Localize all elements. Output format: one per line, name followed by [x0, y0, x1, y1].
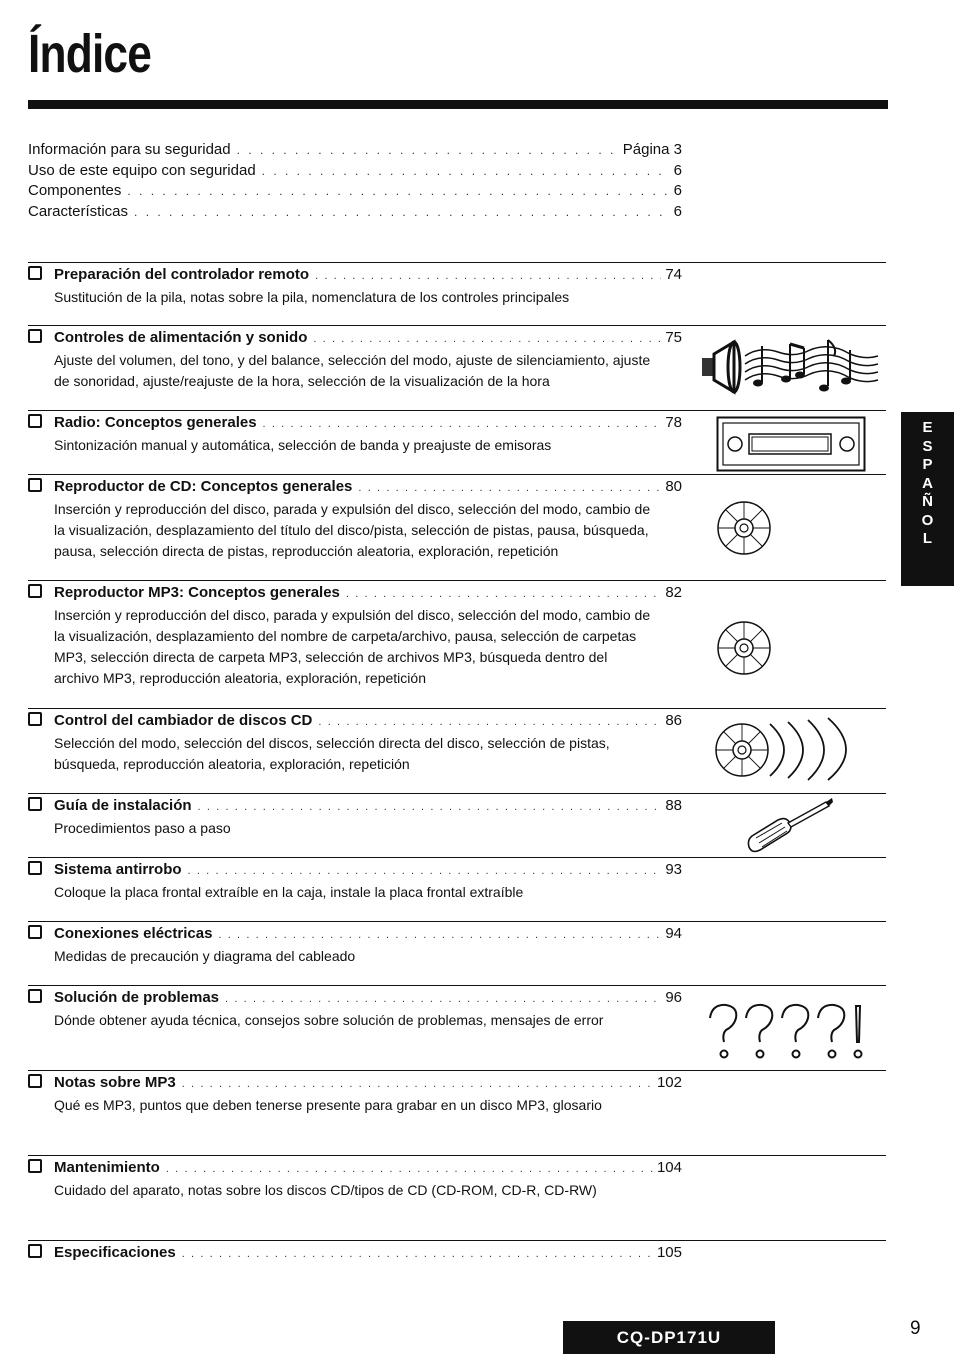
screwdriver-icon [746, 796, 834, 854]
toc-section[interactable] [28, 477, 682, 562]
toc-section[interactable] [28, 860, 682, 903]
checkbox-icon [28, 1244, 42, 1258]
leader-dots [218, 925, 661, 945]
section-divider [28, 1155, 886, 1156]
radio-unit-icon [716, 416, 866, 472]
section-title: Especificaciones [54, 1244, 176, 1261]
toc-section[interactable] [28, 796, 682, 839]
section-divider [28, 1240, 886, 1241]
leader-dots [237, 140, 619, 161]
section-title: Solución de problemas [54, 989, 220, 1006]
side-tab-letter: P [922, 456, 933, 473]
section-description: Medidas de precaución y diagrama del cableado [54, 948, 356, 964]
leader-dots [318, 712, 661, 732]
section-title: Notas sobre MP3 [54, 1074, 176, 1091]
leader-dots [225, 989, 661, 1009]
language-side-tab [901, 412, 954, 586]
toc-section[interactable] [28, 1073, 682, 1116]
section-page: 94 [665, 925, 682, 942]
section-page: 104 [656, 1159, 682, 1176]
intro-item[interactable] [28, 181, 682, 202]
intro-item[interactable] [28, 140, 682, 161]
section-divider [28, 1070, 886, 1071]
leader-dots [127, 181, 669, 202]
section-divider [28, 580, 886, 581]
section-divider [28, 325, 886, 326]
checkbox-icon [28, 266, 42, 280]
toc-section[interactable] [28, 1158, 682, 1201]
intro-item-label: Características [28, 202, 129, 220]
checkbox-icon [28, 861, 42, 875]
side-tab-letter: Ñ [922, 493, 933, 510]
checkbox-icon [28, 414, 42, 428]
section-title: Reproductor MP3: Conceptos generales [54, 584, 340, 601]
leader-dots [166, 1159, 653, 1179]
leader-dots [358, 478, 661, 498]
section-page: 78 [665, 414, 682, 431]
section-divider [28, 474, 886, 475]
section-title: Mantenimiento [54, 1159, 160, 1176]
section-title: Controles de alimentación y sonido [54, 329, 308, 346]
intro-list [28, 140, 682, 222]
intro-item-page: 6 [673, 182, 682, 199]
section-description: Ajuste del volumen, del tono, y del balance, selección del modo, ajuste de silenciamiento, ajuste de sonoridad, ajuste/reajuste de la hora, selección de la visualización de la hora [54, 352, 651, 389]
intro-item-label: Componentes [28, 182, 122, 199]
checkbox-icon [28, 1159, 42, 1173]
section-description: Sintonización manual y automática, selección de banda y preajuste de emisoras [54, 437, 552, 453]
leader-dots [346, 584, 661, 604]
toc-section[interactable] [28, 265, 682, 308]
toc-section[interactable] [28, 924, 682, 967]
section-page: 74 [665, 266, 682, 283]
section-title: Preparación del controlador remoto [54, 266, 310, 283]
section-title: Guía de instalación [54, 797, 192, 814]
leader-dots [198, 797, 662, 817]
intro-item[interactable] [28, 161, 682, 182]
section-description: Sustitución de la pila, notas sobre la pila, nomenclatura de los controles principales [54, 289, 570, 305]
checkbox-icon [28, 712, 42, 726]
checkbox-icon [28, 989, 42, 1003]
speaker-music-icon [700, 336, 880, 398]
section-title: Sistema antirrobo [54, 861, 182, 878]
intro-item-page: Página 3 [622, 141, 682, 158]
section-description: Coloque la placa frontal extraíble en la caja, instale la placa frontal extraíble [54, 884, 524, 900]
checkbox-icon [28, 584, 42, 598]
section-page: 96 [665, 989, 682, 1006]
intro-item-label: Información para su seguridad [28, 141, 231, 158]
section-title: Conexiones eléctricas [54, 925, 213, 942]
disc-changer-icon [714, 716, 866, 782]
section-page: 102 [656, 1074, 682, 1091]
section-divider [28, 410, 886, 411]
section-title: Radio: Conceptos generales [54, 414, 257, 431]
leader-dots [313, 329, 661, 349]
section-title: Reproductor de CD: Conceptos generales [54, 478, 353, 495]
cd-disc-icon [716, 500, 772, 556]
section-divider [28, 857, 886, 858]
checkbox-icon [28, 329, 42, 343]
toc-section[interactable] [28, 583, 682, 689]
intro-item-label: Uso de este equipo con seguridad [28, 161, 256, 179]
intro-item-page: 6 [673, 202, 682, 220]
section-page: 82 [665, 584, 682, 601]
side-tab-letter: S [922, 437, 933, 455]
toc-section[interactable] [28, 328, 682, 392]
intro-item[interactable] [28, 202, 682, 223]
section-page: 80 [665, 478, 682, 495]
side-tab-letter: A [922, 474, 933, 492]
checkbox-icon [28, 478, 42, 492]
checkbox-icon [28, 1074, 42, 1088]
toc-section[interactable] [28, 711, 682, 775]
section-divider [28, 985, 886, 986]
leader-dots [182, 1244, 653, 1264]
section-description: Qué es MP3, puntos que deben tenerse presente para grabar en un disco MP3, glosario [54, 1097, 602, 1113]
section-description: Selección del modo, selección del discos, selección directa del disco, selección de pistas, búsqueda, reproducción aleatoria, exploración, repetición [54, 735, 610, 772]
section-page: 88 [665, 797, 682, 814]
title-rule [28, 100, 888, 109]
leader-dots [263, 414, 662, 434]
leader-dots [134, 202, 670, 223]
side-tab-letter: E [922, 419, 933, 436]
mp3-disc-icon [716, 620, 772, 676]
section-divider [28, 793, 886, 794]
toc-section[interactable] [28, 988, 682, 1031]
section-description: Inserción y reproducción del disco, parada y expulsión del disco, selección del modo, cambio de la visualización, desplazamiento del nombre de carpeta/archivo, pausa, selección de carpetas MP3, selección directa de carpeta MP3, selección de archivos MP3, búsqueda dentro del archivo MP3, reproducción aleatoria, exploración, repetición [54, 607, 651, 686]
toc-section[interactable] [28, 413, 682, 456]
side-tab-letter: O [921, 511, 934, 529]
toc-section[interactable] [28, 1243, 682, 1264]
section-divider [28, 921, 886, 922]
checkbox-icon [28, 925, 42, 939]
side-tab-letter: L [922, 530, 933, 547]
leader-dots [182, 1074, 653, 1094]
section-divider [28, 708, 886, 709]
model-label: CQ-DP171U [563, 1321, 775, 1354]
leader-dots [315, 266, 661, 286]
section-page: 86 [665, 712, 682, 729]
leader-dots [262, 161, 670, 182]
page-title: Índice [28, 24, 152, 84]
page-number: 9 [910, 1318, 921, 1339]
section-description: Cuidado del aparato, notas sobre los discos CD/tipos de CD (CD-ROM, CD-R, CD-RW) [54, 1182, 597, 1198]
section-page: 93 [665, 861, 682, 878]
section-page: 75 [665, 329, 682, 346]
leader-dots [188, 861, 662, 881]
checkbox-icon [28, 797, 42, 811]
intro-item-page: 6 [673, 161, 682, 179]
section-divider [28, 262, 886, 263]
section-description: Dónde obtener ayuda técnica, consejos sobre solución de problemas, mensajes de error [54, 1012, 604, 1028]
section-page: 105 [656, 1244, 682, 1261]
section-description: Inserción y reproducción del disco, parada y expulsión del disco, selección del modo, cambio de la visualización, desplazamiento del título del disco/pista, selección de pistas, pausa, búsqueda, pausa, selección directa de pistas, reproducción aleatoria, exploración, repetición [54, 501, 651, 559]
section-description: Procedimientos paso a paso [54, 820, 231, 836]
question-marks-icon [704, 1002, 870, 1060]
section-title: Control del cambiador de discos CD [54, 712, 313, 729]
